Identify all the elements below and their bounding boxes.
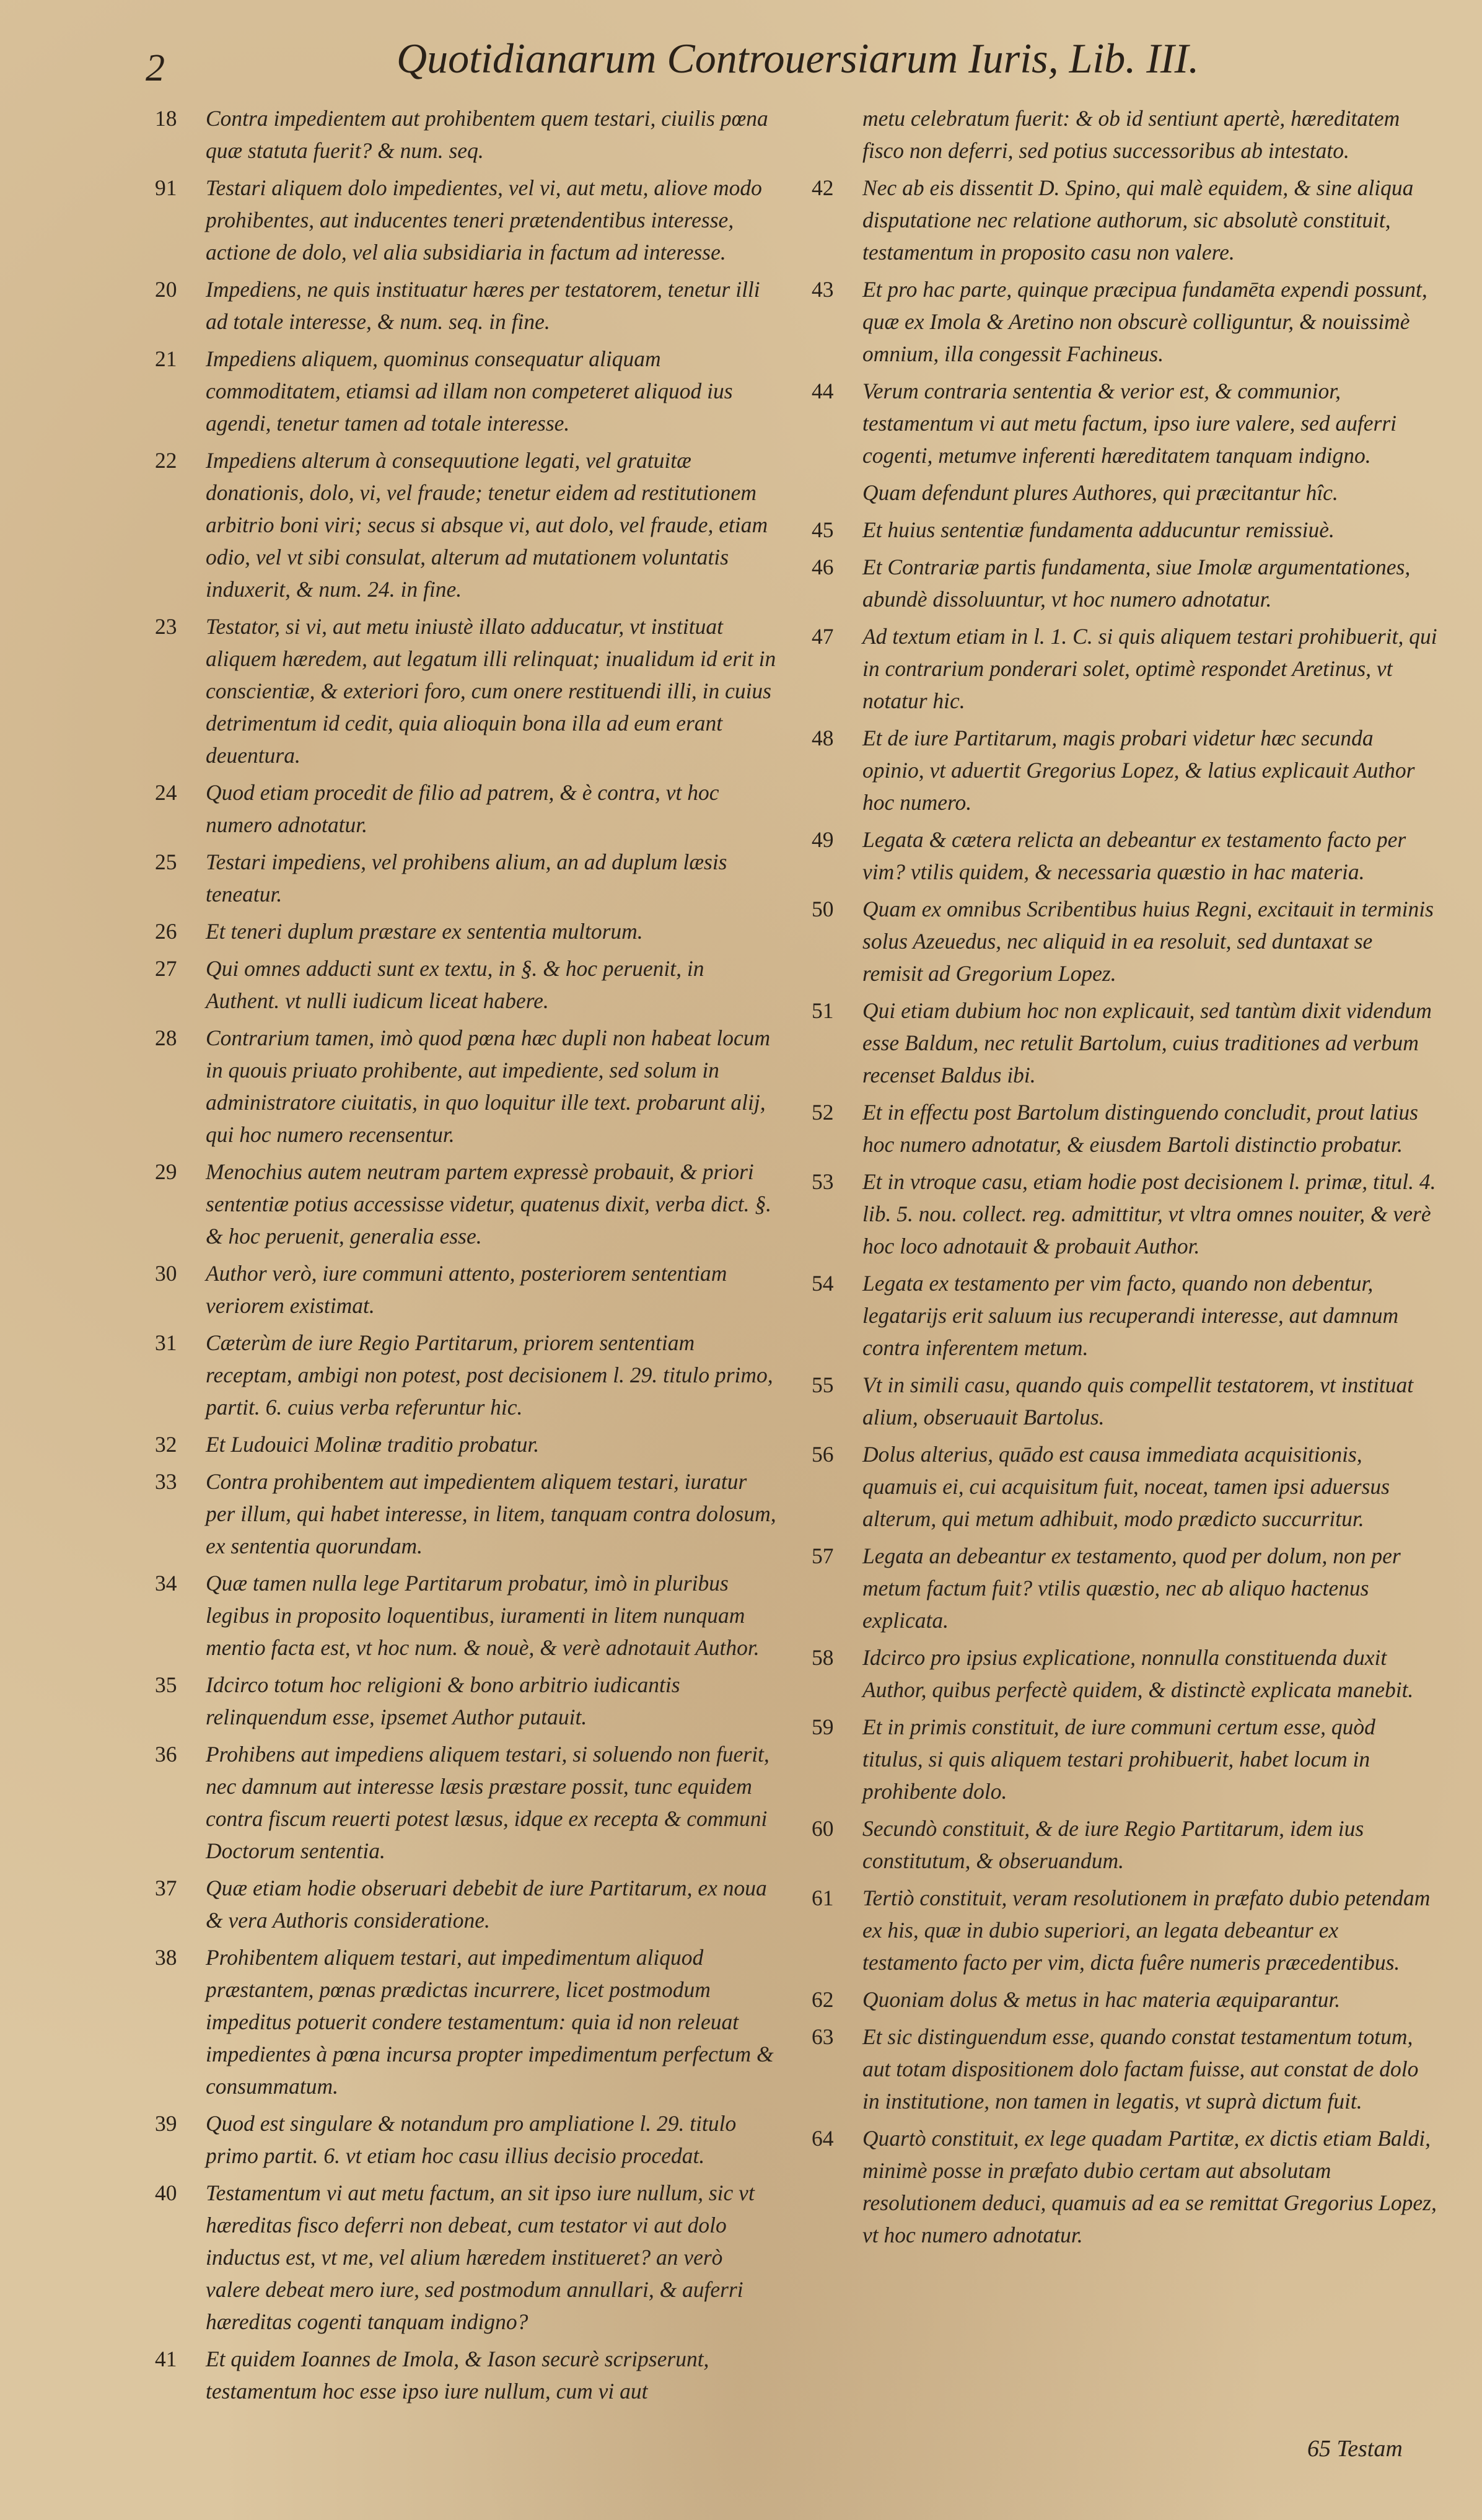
summary-entry	[812, 1540, 1437, 1636]
entry-text: Menochius autem neutram partem expressè probauit, & priori sententiæ potius accessisse videtur, quatenus dixit, verba dict. §. & hoc peruenit, generalia esse.	[206, 1159, 771, 1249]
entry-number: 20	[155, 277, 177, 302]
entry-text: Quam ex omnibus Scribentibus huius Regni, excitauit in terminis solus Azeuedus, nec aliquid in ea resoluit, sed duntaxat se remisit ad Gregorium Lopez.	[862, 897, 1434, 986]
entry-text: Et pro hac parte, quinque præcipua fundamēta expendi possunt, quæ ex Imola & Aretino non obscurè colliguntur, & nouissimè omnium, illa congessit Fachineus.	[862, 277, 1427, 366]
entry-number: 32	[155, 1432, 177, 1457]
catchword: 65 Testam	[1307, 2436, 1403, 2462]
entry-text: Et huius sententiæ fundamenta adducuntur remissiuè.	[862, 517, 1335, 542]
summary-entry	[812, 551, 1437, 615]
entry-text: Et sic distinguendum esse, quando constat testamentum totum, aut totam dispositionem dolo factam fuisse, aut constat de dolo in institutione, non tamen in legatis, vt suprà dictum fuit.	[862, 2024, 1419, 2114]
summary-entry	[155, 102, 781, 167]
summary-entry	[812, 1438, 1437, 1535]
entry-text: Impediens, ne quis instituatur hæres per testatorem, tenetur illi ad totale interesse, & num. seq. in fine.	[206, 277, 760, 334]
entry-number: 50	[812, 897, 834, 921]
summary-entry	[155, 1567, 781, 1664]
entry-text: Testamentum vi aut metu factum, an sit ipso iure nullum, sic vt hæreditas fisco deferri non debeat, cum testator vi aut dolo inductus est, vt me, vel alium hæredem institueret? an verò valere debeat mero iure, sed postmodum annullari, & auferri hæreditas cogenti tanquam indigno?	[206, 2180, 755, 2334]
summary-entry	[155, 1327, 781, 1423]
entry-text: Testari aliquem dolo impedientes, vel vi, aut metu, aliove modo prohibentes, aut inducentes teneri prætendentibus interesse, actione de dolo, vel alia subsidiaria in factum ad interesse.	[206, 175, 762, 265]
entry-number: 60	[812, 1816, 834, 1841]
entry-number: 43	[812, 277, 834, 302]
entry-text: Quartò constituit, ex lege quadam Partitæ, ex dictis etiam Baldi, minimè posse in præfato dubio certam aut absolutam resolutionem deduci, quamuis ad ea se remittat Gregorius Lopez, vt hoc numero adnotatur.	[862, 2126, 1437, 2247]
entry-number: 31	[155, 1330, 177, 1355]
summary-entry	[155, 1465, 781, 1562]
entry-text: Qui omnes adducti sunt ex textu, in §. & hoc peruenit, in Authent. vt nulli iudicum liceat habere.	[206, 956, 704, 1013]
summary-entry	[155, 444, 781, 605]
entry-text: Ad textum etiam in l. 1. C. si quis aliquem testari prohibuerit, qui in contrarium ponderari solet, optimè respondet Aretinus, vt notatur hic.	[862, 624, 1437, 713]
summary-entry	[155, 1872, 781, 1936]
entry-text: Verum contraria sententia & verior est, & communior, testamentum vi aut metu factum, ipso iure valere, sed auferri cogenti, metumve inferenti hæreditatem tanquam indigno.	[862, 379, 1397, 468]
entry-number: 58	[812, 1645, 834, 1670]
entry-number: 29	[155, 1159, 177, 1184]
entry-text: Qui etiam dubium hoc non explicauit, sed tantùm dixit videndum esse Baldum, nec retulit Bartolum, cuius traditiones ad verbum recenset Baldus ibi.	[862, 998, 1432, 1087]
entry-number: 21	[155, 346, 177, 371]
entry-text: metu celebratum fuerit: & ob id sentiunt apertè, hæreditatem fisco non deferri, sed potius successoribus ab intestato.	[862, 106, 1400, 163]
entry-number: 26	[155, 919, 177, 944]
summary-entry	[812, 1983, 1437, 2016]
entry-text: Nec ab eis dissentit D. Spino, qui malè equidem, & sine aliqua disputatione nec relatione authorum, sic absolutè constituit, testamentum in proposito casu non valere.	[862, 175, 1414, 265]
entry-text: Et in vtroque casu, etiam hodie post decisionem l. primæ, titul. 4. lib. 5. nou. collect. reg. admittitur, vt vltra omnes nouiter, & verè hoc loco adnotauit & probauit Author.	[862, 1169, 1436, 1258]
entry-number: 34	[155, 1571, 177, 1596]
entry-number: 48	[812, 726, 834, 750]
entry-number: 44	[812, 379, 834, 403]
summary-entry	[155, 1156, 781, 1252]
entry-text: Cæterùm de iure Regio Partitarum, priorem sententiam receptam, ambigi non potest, post decisionem l. 29. titulo primo, partit. 6. cuius verba referuntur hic.	[206, 1330, 773, 1420]
entry-text: Legata & cætera relicta an debeantur ex testamento facto per vim? vtilis quidem, & necessaria quæstio in hac materia.	[862, 827, 1406, 884]
entry-number: 38	[155, 1945, 177, 1970]
entry-text: Idcirco totum hoc religioni & bono arbitrio iudicantis relinquendum esse, ipsemet Author putauit.	[206, 1672, 680, 1729]
entry-text: Dolus alterius, quādo est causa immediata acquisitionis, quamuis ei, cui acquisitum fuit, noceat, tamen ipsi aduersus alterum, qui metum adhibuit, modo prædicto succurritur.	[862, 1442, 1390, 1531]
entry-text: Impediens aliquem, quominus consequatur aliquam commoditatem, etiamsi ad illam non competeret aliquod ius agendi, tenetur tamen ad totale interesse.	[206, 346, 733, 436]
entry-number: 22	[155, 448, 177, 473]
entry-text: Et Ludouici Molinæ traditio probatur.	[206, 1432, 540, 1457]
entry-number: 28	[155, 1025, 177, 1050]
summary-entry	[812, 1812, 1437, 1877]
summary-entry	[155, 952, 781, 1017]
right-column	[812, 102, 1437, 2256]
summary-entry	[812, 620, 1437, 717]
entry-number: 91	[155, 175, 177, 200]
entry-text: Quod etiam procedit de filio ad patrem, & è contra, vt hoc numero adnotatur.	[206, 780, 719, 837]
entry-text: Et in primis constituit, de iure communi certum esse, quòd titulus, si quis aliquem testari prohibuerit, habet locum in prohibente dolo.	[862, 1714, 1375, 1804]
entry-number: 51	[812, 998, 834, 1023]
entry-text: Idcirco pro ipsius explicatione, nonnulla constituenda duxit Author, quibus perfectè quidem, & distinctè explicata manebit.	[862, 1645, 1414, 1702]
summary-entry	[155, 1022, 781, 1151]
entry-text: Quæ tamen nulla lege Partitarum probatur, imò in pluribus legibus in proposito loquentibus, iuramenti in litem nunquam mentio facta est, vt hoc num. & nouè, & verè adnotauit Author.	[206, 1571, 760, 1660]
summary-entry	[155, 1738, 781, 1867]
entry-text: Secundò constituit, & de iure Regio Partitarum, idem ius constitutum, & obseruandum.	[862, 1816, 1364, 1873]
summary-entry	[155, 2343, 781, 2407]
running-title: Quotidianarum Controuersiarum Iuris, Lib. III.	[397, 35, 1199, 82]
entry-number: 23	[155, 614, 177, 639]
summary-entry	[155, 915, 781, 947]
summary-entry	[155, 172, 781, 268]
entry-text: Legata an debeantur ex testamento, quod per dolum, non per metum factum fuit? vtilis quæstio, nec ab aliquo hactenus explicata.	[862, 1543, 1401, 1633]
entry-number: 24	[155, 780, 177, 805]
entry-number: 18	[155, 106, 177, 131]
entry-number: 49	[812, 827, 834, 852]
entry-text: Prohibentem aliquem testari, aut impedimentum aliquod præstantem, pœnas prædictas incurrere, licet postmodum impeditus potuerit condere testamentum: quia id non releuat impedientes à pœna incursa propter impedimentum perfectum & consummatum.	[206, 1945, 774, 2099]
entry-number: 54	[812, 1271, 834, 1296]
summary-entry	[155, 1257, 781, 1322]
entry-text: Author verò, iure communi attento, posteriorem sententiam veriorem existimat.	[206, 1261, 727, 1318]
entry-number: 59	[812, 1714, 834, 1739]
entry-number: 41	[155, 2347, 177, 2371]
entry-text: Quod est singulare & notandum pro ampliatione l. 29. titulo primo partit. 6. vt etiam hoc casu illius decisio procedat.	[206, 2111, 737, 2168]
entry-number: 25	[155, 850, 177, 874]
entry-text: Quæ etiam hodie obseruari debebit de iure Partitarum, ex noua & vera Authoris consideratione.	[206, 1876, 767, 1933]
entry-number: 52	[812, 1100, 834, 1125]
entry-number: 56	[812, 1442, 834, 1467]
summary-entry	[812, 1882, 1437, 1978]
entry-text: Prohibens aut impediens aliquem testari, si soluendo non fuerit, nec damnum aut interesse læsis præstare possit, tunc equidem contra fiscum reuerti potest læsus, idque ex recepta & communi Doctorum sententia.	[206, 1742, 770, 1863]
summary-entry	[155, 2107, 781, 2172]
summary-entry	[812, 2122, 1437, 2251]
entry-number: 33	[155, 1469, 177, 1494]
entry-number: 63	[812, 2024, 834, 2049]
entry-number: 57	[812, 1543, 834, 1568]
summary-entry	[812, 273, 1437, 370]
summary-entry	[812, 172, 1437, 268]
summary-entry	[812, 994, 1437, 1091]
summary-entry	[155, 1428, 781, 1460]
entry-number: 36	[155, 1742, 177, 1767]
summary-entry	[155, 343, 781, 439]
summary-entry	[812, 102, 1437, 167]
entry-number: 62	[812, 1987, 834, 2012]
entry-text: Contra impedientem aut prohibentem quem testari, ciuilis pœna quæ statuta fuerit? & num. seq.	[206, 106, 768, 163]
entry-text: Contra prohibentem aut impedientem aliquem testari, iuratur per illum, qui habet interesse, in litem, tanquam contra dolosum, ex sententia quorundam.	[206, 1469, 776, 1558]
summary-entry	[812, 514, 1437, 546]
entry-text: Quoniam dolus & metus in hac materia æquiparantur.	[862, 1987, 1341, 2012]
entry-text: Vt in simili casu, quando quis compellit testatorem, vt instituat alium, obseruauit Bartolus.	[862, 1372, 1414, 1429]
entry-number: 37	[155, 1876, 177, 1900]
entry-text: Et de iure Partitarum, magis probari videtur hæc secunda opinio, vt aduertit Gregorius Lopez, & latius explicauit Author hoc numero.	[862, 726, 1415, 815]
summary-entry	[155, 1669, 781, 1733]
summary-entry	[812, 476, 1437, 509]
entry-number: 46	[812, 555, 834, 579]
entry-text: Et in effectu post Bartolum distinguendo concludit, prout latius hoc numero adnotatur, & eiusdem Bartoli distinctio probatur.	[862, 1100, 1418, 1157]
summary-entry	[812, 893, 1437, 990]
summary-entry	[155, 2177, 781, 2338]
summary-entry	[155, 273, 781, 338]
entry-text: Contrarium tamen, imò quod pœna hæc dupli non habeat locum in quouis priuato prohibente, aut impediente, sed solum in administratore ciuitatis, in quo loquitur ille text. probarunt alij, qui hoc numero recensentur.	[206, 1025, 771, 1147]
summary-entry	[812, 823, 1437, 888]
entry-text: Tertiò constituit, veram resolutionem in præfato dubio petendam ex his, quæ in dubio superiori, an legata debeantur ex testamento facto per vim, dicta fuêre numeris præcedentibus.	[862, 1886, 1431, 1975]
entry-number: 39	[155, 2111, 177, 2136]
summary-entry	[812, 375, 1437, 472]
summary-entry	[812, 1166, 1437, 1262]
entry-text: Et quidem Ioannes de Imola, & Iason securè scripserunt, testamentum hoc esse ipso iure nullum, cum vi aut	[206, 2347, 709, 2404]
entry-number: 64	[812, 2126, 834, 2151]
entry-text: Quam defendunt plures Authores, qui præcitantur hîc.	[862, 480, 1338, 505]
entry-number: 27	[155, 956, 177, 981]
entry-text: Testari impediens, vel prohibens alium, an ad duplum læsis teneatur.	[206, 850, 727, 907]
entry-text: Et Contrariæ partis fundamenta, siue Imolæ argumentationes, abundè dissoluuntur, vt hoc numero adnotatur.	[862, 555, 1411, 612]
entry-number: 45	[812, 517, 834, 542]
summary-entry	[155, 776, 781, 841]
entry-number: 61	[812, 1886, 834, 1910]
entry-number: 40	[155, 2180, 177, 2205]
entry-number: 47	[812, 624, 834, 649]
summary-entry	[812, 1711, 1437, 1807]
summary-entry	[812, 2021, 1437, 2117]
entry-number: 30	[155, 1261, 177, 1286]
entry-text: Impediens alterum à consequutione legati, vel gratuitæ donationis, dolo, vi, vel fraude; tenetur eidem ad restitutionem arbitrio boni viri; secus si absque vi, aut dolo, vel fraude, etiam odio, vel vt sibi consulat, alterum ad mutationem voluntatis induxerit, & num. 24. in fine.	[206, 448, 768, 602]
entry-number: 53	[812, 1169, 834, 1194]
summary-entry	[812, 1096, 1437, 1161]
summary-entry	[812, 722, 1437, 819]
entry-number: 35	[155, 1672, 177, 1697]
summary-entry	[155, 846, 781, 910]
summary-entry	[155, 610, 781, 771]
entry-text: Testator, si vi, aut metu iniustè illato adducatur, vt instituat aliquem hæredem, aut legatum illi relinquat; inualidum id erit in conscientiæ, & exteriori foro, cum onere restituendi illi, in cuius detrimentum id cedit, quia alioquin bona illa ad eum erant deuentura.	[206, 614, 776, 768]
page-number: 2	[146, 47, 165, 89]
summary-entry	[812, 1369, 1437, 1433]
entry-number: 55	[812, 1372, 834, 1397]
entry-text: Et teneri duplum præstare ex sententia multorum.	[206, 919, 643, 944]
entry-number: 42	[812, 175, 834, 200]
left-column	[155, 102, 781, 2412]
page-header	[0, 34, 1482, 96]
summary-entry	[155, 1941, 781, 2102]
summary-entry	[812, 1641, 1437, 1706]
summary-entry	[812, 1267, 1437, 1364]
entry-text: Legata ex testamento per vim facto, quando non debentur, legatarijs erit saluum ius recuperandi interesse, aut damnum contra inferentem metum.	[862, 1271, 1399, 1360]
